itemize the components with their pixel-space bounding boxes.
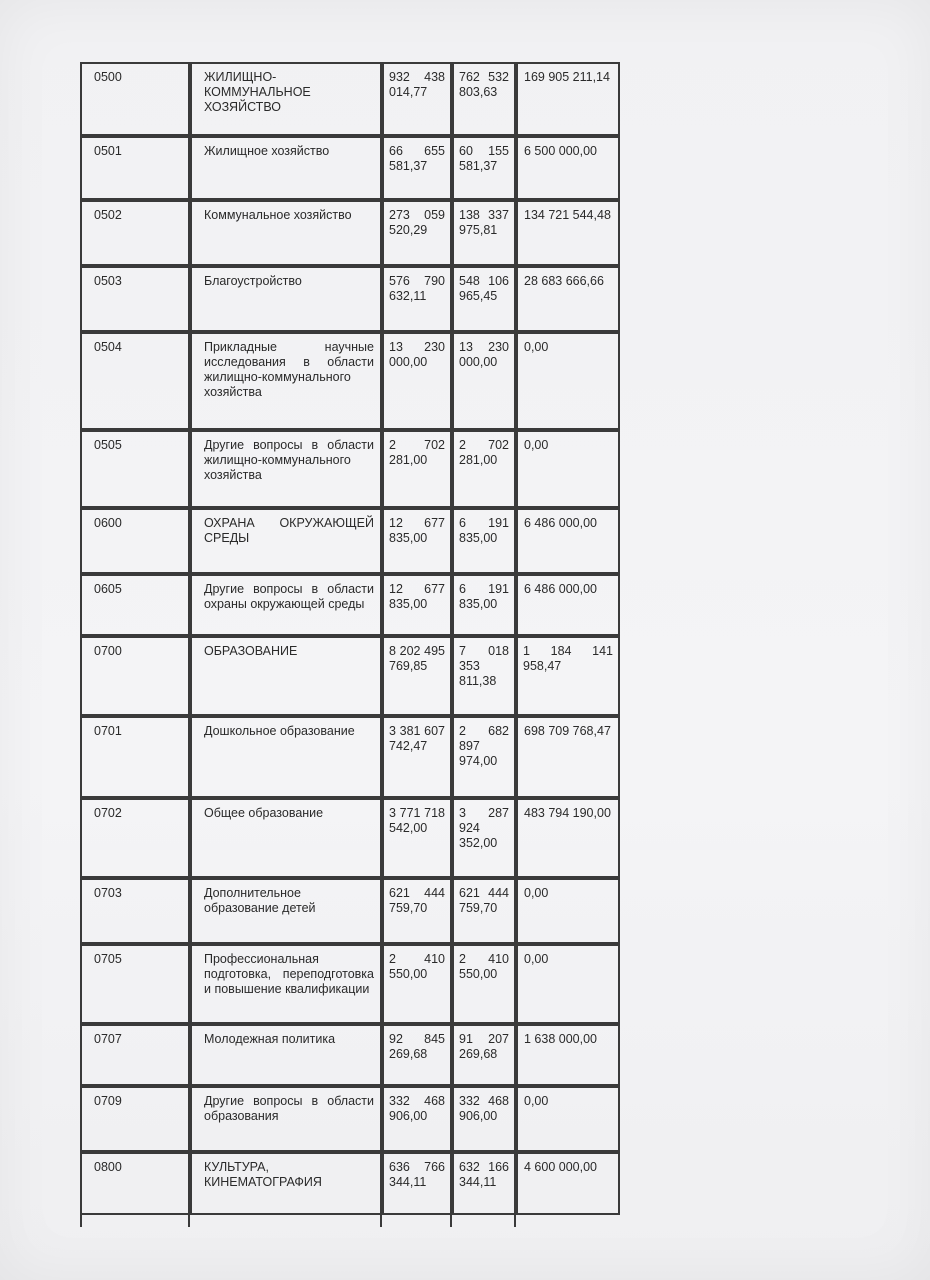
row-code: 0600 — [80, 508, 190, 574]
row-code: 0500 — [80, 62, 190, 136]
row-value-1: 8 202 495 769,85 — [382, 636, 452, 716]
table-row — [80, 574, 620, 636]
row-value-2: 762 532 803,63 — [452, 62, 516, 136]
row-value-3: 0,00 — [516, 1086, 620, 1152]
row-name: ОБРАЗОВАНИЕ — [190, 636, 382, 716]
row-name: Дошкольное образование — [190, 716, 382, 798]
row-code: 0701 — [80, 716, 190, 798]
row-code: 0800 — [80, 1152, 190, 1215]
table-row — [80, 1024, 620, 1086]
row-value-1: 66 655 581,37 — [382, 136, 452, 200]
row-value-2: 60 155 581,37 — [452, 136, 516, 200]
row-value-1: 3 771 718 542,00 — [382, 798, 452, 878]
table-row — [80, 798, 620, 878]
row-value-2: 2 702 281,00 — [452, 430, 516, 508]
row-value-2: 7 018 353 811,38 — [452, 636, 516, 716]
row-code: 0502 — [80, 200, 190, 266]
row-value-3: 28 683 666,66 — [516, 266, 620, 332]
table-row — [80, 266, 620, 332]
row-value-3: 483 794 190,00 — [516, 798, 620, 878]
row-name: Другие вопросы в области образования — [190, 1086, 382, 1152]
row-value-2: 3 287 924 352,00 — [452, 798, 516, 878]
table-bottom-edge — [80, 1213, 620, 1227]
row-code: 0505 — [80, 430, 190, 508]
row-value-3: 6 486 000,00 — [516, 574, 620, 636]
row-value-3: 6 500 000,00 — [516, 136, 620, 200]
table-row — [80, 62, 620, 136]
row-value-2: 2 410 550,00 — [452, 944, 516, 1024]
row-code: 0702 — [80, 798, 190, 878]
row-value-1: 332 468 906,00 — [382, 1086, 452, 1152]
row-value-1: 621 444 759,70 — [382, 878, 452, 944]
row-value-1: 576 790 632,11 — [382, 266, 452, 332]
row-value-3: 0,00 — [516, 878, 620, 944]
row-value-1: 2 702 281,00 — [382, 430, 452, 508]
table-row — [80, 430, 620, 508]
table-row — [80, 878, 620, 944]
row-code: 0705 — [80, 944, 190, 1024]
row-code: 0504 — [80, 332, 190, 430]
row-name: Другие вопросы в области охраны окружающей среды — [190, 574, 382, 636]
row-value-2: 138 337 975,81 — [452, 200, 516, 266]
row-value-1: 636 766 344,11 — [382, 1152, 452, 1215]
row-code: 0707 — [80, 1024, 190, 1086]
table-row — [80, 944, 620, 1024]
row-code: 0700 — [80, 636, 190, 716]
row-value-2: 548 106 965,45 — [452, 266, 516, 332]
row-name: Дополнительное образование детей — [190, 878, 382, 944]
row-value-2: 632 166 344,11 — [452, 1152, 516, 1215]
row-value-3: 698 709 768,47 — [516, 716, 620, 798]
table-row — [80, 508, 620, 574]
row-code: 0709 — [80, 1086, 190, 1152]
row-value-2: 621 444 759,70 — [452, 878, 516, 944]
row-name: ОХРАНА ОКРУЖАЮЩЕЙ СРЕДЫ — [190, 508, 382, 574]
row-value-1: 13 230 000,00 — [382, 332, 452, 430]
table-row — [80, 136, 620, 200]
row-value-1: 932 438 014,77 — [382, 62, 452, 136]
row-code: 0703 — [80, 878, 190, 944]
row-value-2: 6 191 835,00 — [452, 508, 516, 574]
row-name: ЖИЛИЩНО-КОММУНАЛЬНОЕ ХОЗЯЙСТВО — [190, 62, 382, 136]
row-value-2: 91 207 269,68 — [452, 1024, 516, 1086]
row-value-2: 6 191 835,00 — [452, 574, 516, 636]
row-value-3: 4 600 000,00 — [516, 1152, 620, 1215]
row-value-3: 0,00 — [516, 332, 620, 430]
table-row — [80, 200, 620, 266]
row-name: КУЛЬТУРА, КИНЕМАТОГРАФИЯ — [190, 1152, 382, 1215]
table-row — [80, 1152, 620, 1215]
row-value-3: 1 638 000,00 — [516, 1024, 620, 1086]
row-name: Другие вопросы в области жилищно-коммунального хозяйства — [190, 430, 382, 508]
row-value-1: 2 410 550,00 — [382, 944, 452, 1024]
row-value-3: 0,00 — [516, 430, 620, 508]
row-name: Общее образование — [190, 798, 382, 878]
row-name: Профессиональная подготовка, переподготовка и повышение квалификации — [190, 944, 382, 1024]
table-row — [80, 636, 620, 716]
row-value-1: 92 845 269,68 — [382, 1024, 452, 1086]
row-code: 0503 — [80, 266, 190, 332]
row-name: Благоустройство — [190, 266, 382, 332]
row-value-2: 332 468 906,00 — [452, 1086, 516, 1152]
table-row — [80, 716, 620, 798]
row-code: 0605 — [80, 574, 190, 636]
row-value-3: 6 486 000,00 — [516, 508, 620, 574]
row-value-3: 0,00 — [516, 944, 620, 1024]
row-name: Жилищное хозяйство — [190, 136, 382, 200]
row-value-2: 2 682 897 974,00 — [452, 716, 516, 798]
table-row — [80, 332, 620, 430]
row-value-1: 12 677 835,00 — [382, 574, 452, 636]
row-name: Коммунальное хозяйство — [190, 200, 382, 266]
row-code: 0501 — [80, 136, 190, 200]
row-value-1: 273 059 520,29 — [382, 200, 452, 266]
row-name: Молодежная политика — [190, 1024, 382, 1086]
row-value-3: 134 721 544,48 — [516, 200, 620, 266]
row-value-3: 169 905 211,14 — [516, 62, 620, 136]
row-value-2: 13 230 000,00 — [452, 332, 516, 430]
row-value-1: 3 381 607 742,47 — [382, 716, 452, 798]
table-row — [80, 1086, 620, 1152]
row-value-3: 1 184 141 958,47 — [516, 636, 620, 716]
row-name: Прикладные научные исследования в области жилищно-коммунального хозяйства — [190, 332, 382, 430]
row-value-1: 12 677 835,00 — [382, 508, 452, 574]
